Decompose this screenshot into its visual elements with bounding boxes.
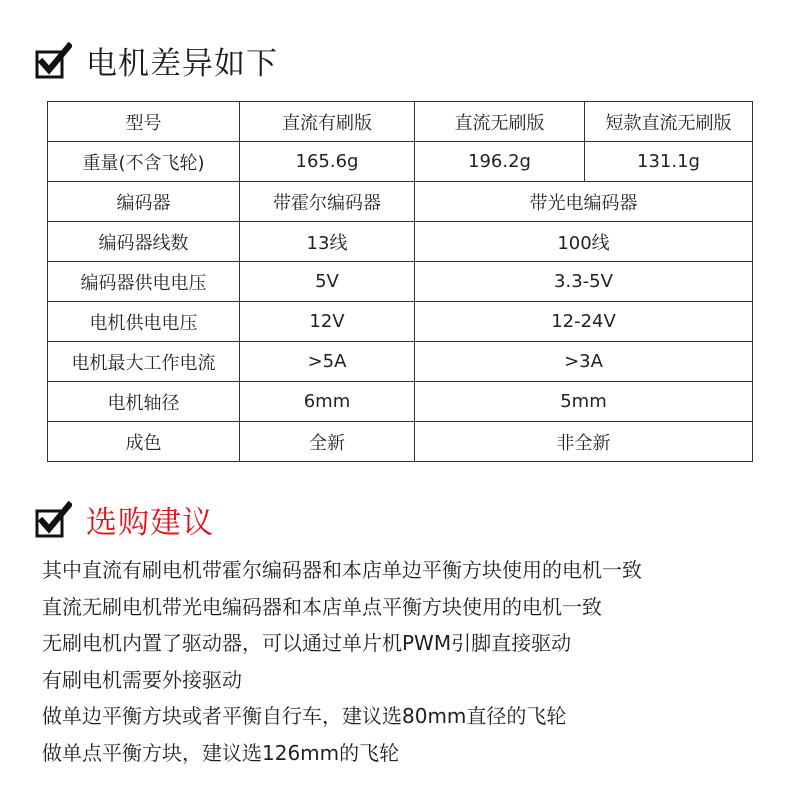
table-cell: 带霍尔编码器: [240, 182, 415, 222]
table-cell: 12-24V: [415, 302, 753, 342]
list-item: 无刷电机内置了驱动器，可以通过单片机PWM引脚直接驱动: [42, 631, 572, 655]
table-cell: 196.2g: [415, 142, 585, 182]
table-row: [48, 182, 753, 222]
section-heading-differences: [34, 38, 278, 83]
table-cell: 12V: [240, 302, 415, 342]
section-heading-recommendation: [34, 497, 214, 542]
table-cell: 6mm: [240, 382, 415, 422]
list-item: 做单边平衡方块或者平衡自行车，建议选80mm直径的飞轮: [42, 704, 567, 728]
table-cell: 非全新: [415, 422, 753, 462]
table-cell: >5A: [240, 342, 415, 382]
table-cell: 5V: [240, 262, 415, 302]
header-cell: 短款直流无刷版: [585, 102, 753, 142]
header-cell: 型号: [48, 102, 240, 142]
table-cell: >3A: [415, 342, 753, 382]
list-item: 其中直流有刷电机带霍尔编码器和本店单边平衡方块使用的电机一致: [42, 558, 642, 582]
header-cell: 直流有刷版: [240, 102, 415, 142]
row-label: 电机轴径: [48, 382, 240, 422]
table-cell: 3.3-5V: [415, 262, 753, 302]
table-cell: 13线: [240, 222, 415, 262]
table-header-row: [48, 102, 753, 142]
row-label: 电机供电电压: [48, 302, 240, 342]
list-item: 做单点平衡方块，建议选126mm的飞轮: [42, 740, 400, 765]
row-label: 编码器供电电压: [48, 262, 240, 302]
table-cell: 131.1g: [585, 142, 753, 182]
header-cell: 直流无刷版: [415, 102, 585, 142]
checkbox-check-icon: [34, 501, 72, 539]
table-cell: 165.6g: [240, 142, 415, 182]
table-row: [48, 222, 753, 262]
row-label: 编码器: [48, 182, 240, 222]
table-row: [48, 262, 753, 302]
comparison-table: [47, 101, 753, 462]
table-row: [48, 382, 753, 422]
section-title: 选购建议: [86, 505, 214, 541]
row-label: 成色: [48, 422, 240, 462]
table-row: [48, 142, 753, 182]
row-label: 编码器线数: [48, 222, 240, 262]
table-cell: 全新: [240, 422, 415, 462]
row-label: 电机最大工作电流: [48, 342, 240, 382]
list-item: 直流无刷电机带光电编码器和本店单点平衡方块使用的电机一致: [42, 594, 602, 619]
table-cell: 5mm: [415, 382, 753, 422]
table-row: [48, 302, 753, 342]
table-cell: 100线: [415, 222, 753, 262]
list-item: 有刷电机需要外接驱动: [42, 667, 242, 692]
table-row: [48, 342, 753, 382]
table-cell: 带光电编码器: [415, 182, 753, 222]
checkbox-check-icon: [34, 42, 72, 80]
row-label: 重量(不含飞轮): [48, 142, 240, 182]
section-title: 电机差异如下: [86, 46, 278, 82]
recommendation-list: [42, 552, 782, 771]
table-row: [48, 422, 753, 462]
